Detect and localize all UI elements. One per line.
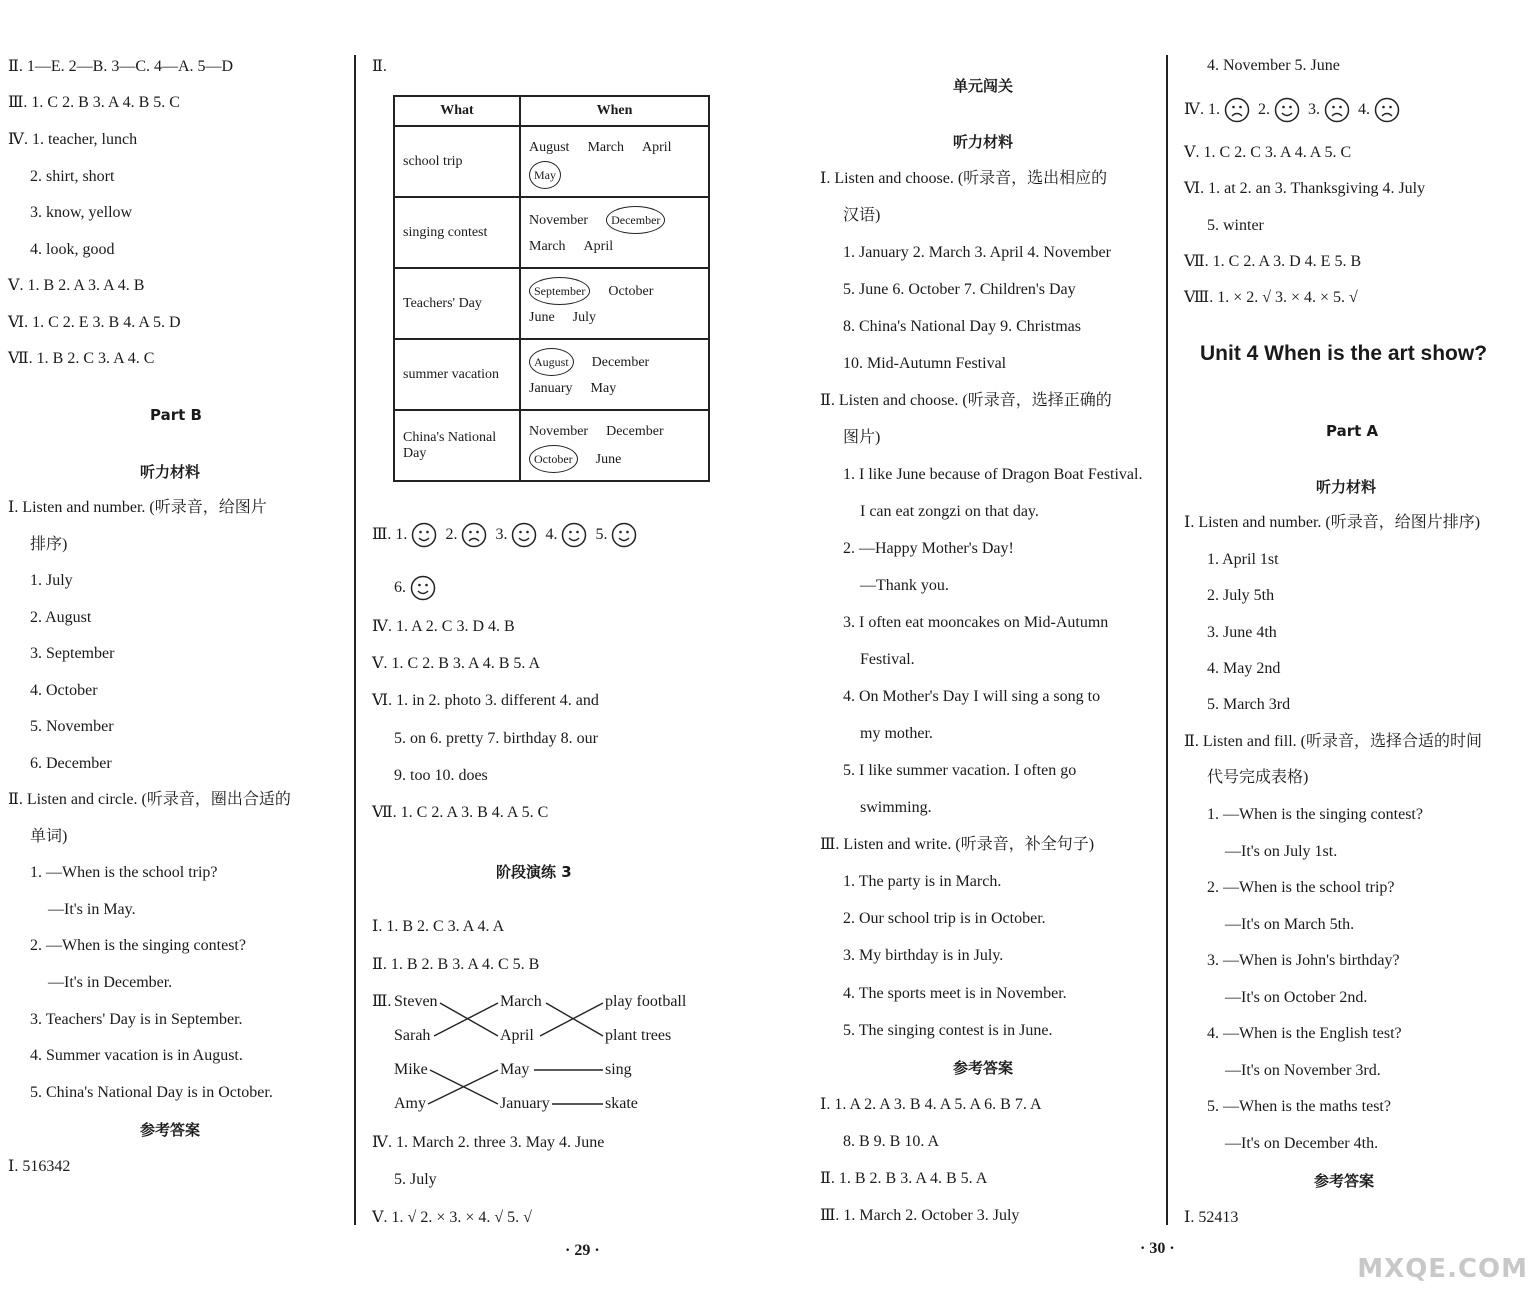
table-header: When <box>520 96 709 126</box>
text-line: 1. —When is the school trip? <box>30 864 218 881</box>
text-line: 10. Mid-Autumn Festival <box>843 355 1007 372</box>
text-line: Ⅰ. Listen and number. (听录音，给图片排序) <box>1184 514 1481 531</box>
text-line: —It's in May. <box>48 901 136 918</box>
table-cell: China's National Day <box>394 410 520 481</box>
month-option: November <box>529 423 589 439</box>
column-divider <box>1166 55 1168 1225</box>
month-option: April <box>583 238 614 254</box>
answer-line: Ⅰ. 516342 <box>8 1158 71 1175</box>
answer-line: Ⅲ. 1. March 2. October 3. July <box>820 1207 1020 1224</box>
month-option: June <box>595 451 622 467</box>
answer-line: Ⅱ. 1. B 2. B 3. A 4. C 5. B <box>372 956 540 973</box>
month-option: March <box>587 139 624 155</box>
item-number: Ⅲ. <box>372 993 392 1010</box>
text-line: 3. My birthday is in July. <box>843 947 1004 964</box>
section-heading: 参考答案 <box>1314 1172 1375 1190</box>
section-heading: 参考答案 <box>953 1059 1014 1077</box>
answer-line: Ⅲ. 1. C 2. B 3. A 4. B 5. C <box>8 94 180 111</box>
text-line: —It's on December 4th. <box>1225 1135 1379 1152</box>
answer-line: Ⅳ. 1. teacher, lunch <box>8 131 138 148</box>
table-cell: singing contest <box>394 197 520 268</box>
item-number: 3. <box>495 526 508 543</box>
text-line: 单词) <box>30 828 68 845</box>
text-line: —It's on March 5th. <box>1225 916 1355 933</box>
match-middle: May <box>500 1061 530 1078</box>
answer-line: Ⅱ. <box>372 58 387 75</box>
text-line: Ⅰ. Listen and number. (听录音，给图片 <box>8 499 267 516</box>
match-middle: April <box>500 1027 534 1044</box>
text-line: 2. Our school trip is in October. <box>843 910 1046 927</box>
text-line: 5. I like summer vacation. I often go <box>843 762 1077 779</box>
match-right: play football <box>605 993 687 1010</box>
item-number: Ⅳ. 1. <box>1184 101 1220 118</box>
text-line: 3. June 4th <box>1207 624 1277 641</box>
text-line: 2. —When is the singing contest? <box>30 937 246 954</box>
month-option: April <box>642 139 672 155</box>
text-line: 1. —When is the singing contest? <box>1207 806 1423 823</box>
match-middle: January <box>500 1095 550 1112</box>
answer-line: Ⅱ. 1. B 2. B 3. A 4. B 5. A <box>820 1170 988 1187</box>
answer-line: 5. winter <box>1207 217 1264 234</box>
text-line: 5. The singing contest is in June. <box>843 1022 1053 1039</box>
text-line: 排序) <box>30 536 68 553</box>
text-line: 2. —When is the school trip? <box>1207 879 1395 896</box>
text-line: 2. —Happy Mother's Day! <box>843 540 1014 557</box>
month-option: October <box>608 283 654 299</box>
answer-line: Ⅵ. 1. at 2. an 3. Thanksgiving 4. July <box>1184 180 1426 197</box>
text-line: 5. March 3rd <box>1207 696 1291 713</box>
text-line: Festival. <box>860 651 915 668</box>
text-line: 5. —When is the maths test? <box>1207 1098 1391 1115</box>
answer-line: 2. shirt, short <box>30 168 115 185</box>
month-option: December <box>606 423 664 439</box>
sad-face-icon <box>1224 97 1250 123</box>
sad-face-icon <box>1374 97 1400 123</box>
section-heading: 阶段演练 3 <box>496 863 572 881</box>
month-option: August <box>529 139 570 155</box>
section-heading: 听力材料 <box>1316 478 1377 496</box>
text-line: —It's in December. <box>48 974 173 991</box>
text-line: Ⅰ. Listen and choose. (听录音，选出相应的 <box>820 170 1108 187</box>
answer-line: Ⅴ. 1. B 2. A 3. A 4. B <box>8 277 145 294</box>
answer-line: Ⅳ. 1. March 2. three 3. May 4. June <box>372 1134 605 1151</box>
item-number: Ⅲ. 1. <box>372 526 408 543</box>
item-number: 2. <box>445 526 458 543</box>
table-header: What <box>394 96 520 126</box>
text-line: 1. July <box>30 572 73 589</box>
text-line: 5. November <box>30 718 114 735</box>
text-line: 4. Summer vacation is in August. <box>30 1047 243 1064</box>
match-left: Steven <box>394 993 438 1010</box>
text-line: 汉语) <box>843 207 881 224</box>
circled-month: December <box>606 206 665 234</box>
answer-line: Ⅶ. 1. B 2. C 3. A 4. C <box>8 350 155 367</box>
table-cell: school trip <box>394 126 520 197</box>
text-line: 4. October <box>30 682 98 699</box>
answer-line: Ⅶ. 1. C 2. A 3. B 4. A 5. C <box>372 804 549 821</box>
answer-line: 4. look, good <box>30 241 115 258</box>
face-answer-line <box>1184 95 1404 125</box>
text-line: 5. June 6. October 7. Children's Day <box>843 281 1076 298</box>
section-heading: 参考答案 <box>140 1121 201 1139</box>
section-heading: 听力材料 <box>140 463 201 481</box>
answer-line: 5. July <box>394 1171 437 1188</box>
circled-month: September <box>529 277 590 305</box>
circled-month: May <box>529 161 561 189</box>
circled-month: October <box>529 445 578 473</box>
answer-line: Ⅵ. 1. C 2. E 3. B 4. A 5. D <box>8 314 181 331</box>
text-line: 2. August <box>30 609 92 626</box>
text-line: 图片) <box>843 429 881 446</box>
text-line: 1. April 1st <box>1207 551 1279 568</box>
page-number: · 29 · <box>565 1242 600 1259</box>
watermark-logo: MXQE.COM <box>1357 1254 1528 1284</box>
section-heading: Part A <box>1326 422 1379 440</box>
answer-line: 9. too 10. does <box>394 767 488 784</box>
match-left: Sarah <box>394 1027 431 1044</box>
answer-line: Ⅴ. 1. C 2. C 3. A 4. A 5. C <box>1184 144 1352 161</box>
answer-line: 4. November 5. June <box>1207 57 1340 74</box>
month-option: July <box>572 309 597 325</box>
text-line: —Thank you. <box>860 577 949 594</box>
month-option: January <box>529 380 573 396</box>
answer-line: Ⅰ. 1. A 2. A 3. B 4. A 5. A 6. B 7. A <box>820 1096 1042 1113</box>
match-right: plant trees <box>605 1027 672 1044</box>
text-line: 3. Teachers' Day is in September. <box>30 1011 243 1028</box>
answer-line: 8. B 9. B 10. A <box>843 1133 940 1150</box>
item-number: 2. <box>1257 101 1270 118</box>
text-line: 1. The party is in March. <box>843 873 1002 890</box>
month-option: May <box>590 380 617 396</box>
text-line: Ⅲ. Listen and write. (听录音，补全句子) <box>820 836 1095 853</box>
month-option: December <box>591 354 650 370</box>
circled-month: August <box>529 348 574 376</box>
text-line: 4. The sports meet is in November. <box>843 985 1067 1002</box>
section-heading: 听力材料 <box>953 133 1014 151</box>
table-cell: Teachers' Day <box>394 268 520 339</box>
match-middle: March <box>500 993 542 1010</box>
text-line: 2. July 5th <box>1207 587 1275 604</box>
answer-line: Ⅰ. 52413 <box>1184 1209 1239 1226</box>
text-line: I can eat zongzi on that day. <box>860 503 1039 520</box>
answer-line: Ⅶ. 1. C 2. A 3. D 4. E 5. B <box>1184 253 1362 270</box>
item-number: 6. <box>394 579 406 596</box>
text-line: Ⅱ. Listen and choose. (听录音，选择正确的 <box>820 392 1112 409</box>
text-line: 3. —When is John's birthday? <box>1207 952 1400 969</box>
text-line: Ⅱ. Listen and circle. (听录音，圈出合适的 <box>8 791 291 808</box>
answer-line: Ⅳ. 1. A 2. C 3. D 4. B <box>372 618 515 635</box>
text-line: 8. China's National Day 9. Christmas <box>843 318 1081 335</box>
answer-line: Ⅴ. 1. √ 2. × 3. × 4. √ 5. √ <box>372 1209 532 1226</box>
text-line: 代号完成表格) <box>1207 769 1309 786</box>
text-line: —It's on July 1st. <box>1225 843 1338 860</box>
table-cell: summer vacation <box>394 339 520 410</box>
text-line: 4. On Mother's Day I will sing a song to <box>843 688 1101 705</box>
answer-line: 3. know, yellow <box>30 204 133 221</box>
match-left: Mike <box>394 1061 428 1078</box>
text-line: 4. May 2nd <box>1207 660 1281 677</box>
text-line: Ⅱ. Listen and fill. (听录音，选择合适的时间 <box>1184 733 1482 750</box>
answer-line: Ⅰ. 1. B 2. C 3. A 4. A <box>372 918 505 935</box>
text-line: 3. September <box>30 645 115 662</box>
text-line: 1. January 2. March 3. April 4. November <box>843 244 1111 261</box>
text-line: swimming. <box>860 799 932 816</box>
sad-face-icon <box>1324 97 1350 123</box>
text-line: 3. I often eat mooncakes on Mid-Autumn <box>843 614 1109 631</box>
item-number: 4. <box>1357 101 1370 118</box>
text-line: 1. I like June because of Dragon Boat Festival. <box>843 466 1143 483</box>
section-heading: Part B <box>150 406 202 424</box>
smiley-face-icon <box>1274 97 1300 123</box>
month-option: March <box>529 238 566 254</box>
page-number: · 30 · <box>1140 1240 1175 1257</box>
item-number: 4. <box>545 526 558 543</box>
text-line: 6. December <box>30 755 112 772</box>
text-line: —It's on November 3rd. <box>1225 1062 1381 1079</box>
text-line: my mother. <box>860 725 933 742</box>
month-option: June <box>529 309 555 325</box>
month-option: November <box>529 212 589 228</box>
item-number: 5. <box>595 526 608 543</box>
text-line: —It's on October 2nd. <box>1225 989 1368 1006</box>
match-right: skate <box>605 1095 638 1112</box>
match-right: sing <box>605 1061 632 1078</box>
text-line: 4. —When is the English test? <box>1207 1025 1402 1042</box>
answer-line: Ⅱ. 1—E. 2—B. 3—C. 4—A. 5—D <box>8 58 234 75</box>
unit-title: Unit 4 When is the art show? <box>1200 342 1488 365</box>
text-line: 5. China's National Day is in October. <box>30 1084 273 1101</box>
answer-line: 5. on 6. pretty 7. birthday 8. our <box>394 730 598 747</box>
answer-line: Ⅵ. 1. in 2. photo 3. different 4. and <box>372 692 599 709</box>
item-number: 3. <box>1307 101 1320 118</box>
answer-line: Ⅴ. 1. C 2. B 3. A 4. B 5. A <box>372 655 541 672</box>
match-left: Amy <box>394 1095 426 1112</box>
section-heading: 单元闯关 <box>953 77 1014 95</box>
answer-line: Ⅷ. 1. × 2. √ 3. × 4. × 5. √ <box>1184 289 1358 306</box>
